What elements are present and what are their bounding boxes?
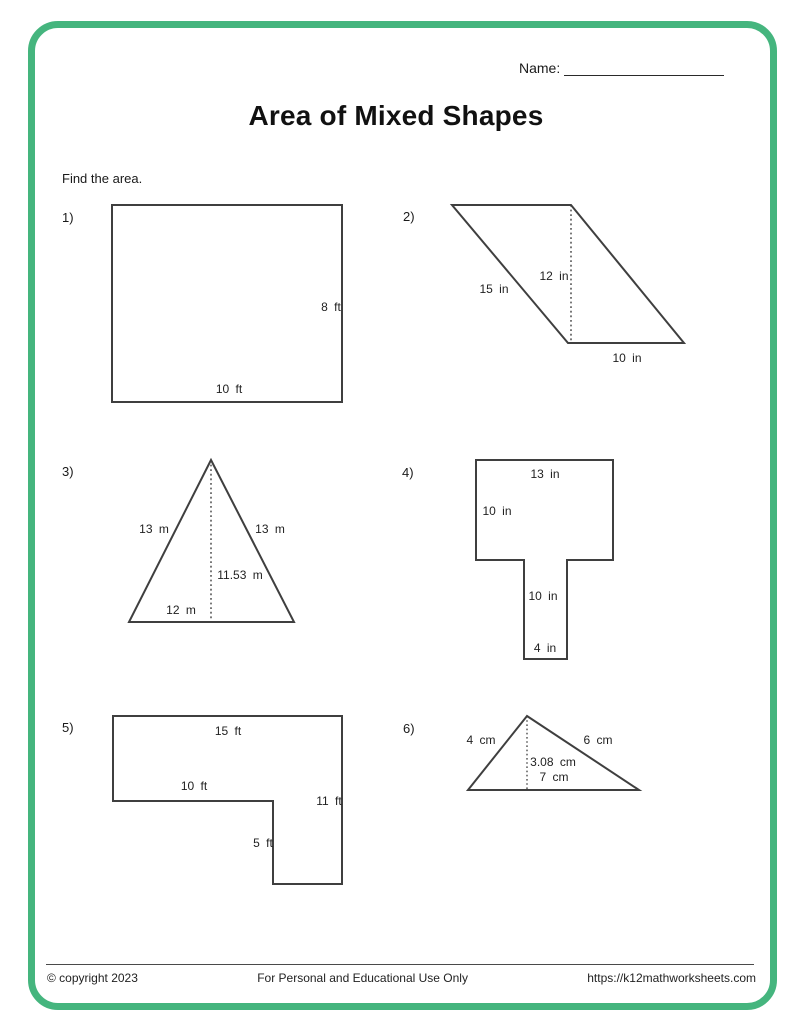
l-shape (111, 714, 346, 888)
dimension-label: 13 in (530, 467, 560, 481)
name-label: Name: (519, 60, 561, 76)
dimension-label: 7 cm (539, 770, 569, 784)
dimension-label: 13 m (255, 522, 285, 536)
name-blank-line (564, 60, 724, 76)
dimension-label: 10 ft (215, 382, 243, 396)
footer-usage-note: For Personal and Educational Use Only (257, 971, 468, 985)
dimension-label: 8 ft (321, 300, 341, 314)
dimension-label: 12 in (539, 269, 569, 283)
dimension-label: 3.08 cm (530, 755, 576, 769)
dimension-label: 10 ft (180, 779, 208, 793)
dimension-label: 10 in (482, 504, 512, 518)
dimension-label: 12 m (166, 603, 196, 617)
name-field (519, 60, 724, 76)
parallelogram-shape (450, 203, 688, 347)
rectangle-shape (110, 203, 344, 404)
problem-1-number: 1) (62, 210, 74, 225)
problem-2-number: 2) (403, 209, 415, 224)
problem-6-number: 6) (403, 721, 415, 736)
dimension-label: 11.53 m (217, 568, 263, 582)
footer-copyright: © copyright 2023 (47, 971, 138, 985)
problem-4-number: 4) (402, 465, 414, 480)
problem-5-number: 5) (62, 720, 74, 735)
page-title: Area of Mixed Shapes (248, 100, 544, 131)
problem-3-number: 3) (62, 464, 74, 479)
dimension-label: 10 in (528, 589, 558, 603)
dimension-label: 11 ft (316, 794, 342, 808)
footer-divider (46, 964, 754, 965)
dimension-label: 6 cm (583, 733, 613, 747)
dimension-label: 4 in (533, 641, 557, 655)
t-shape (474, 458, 617, 663)
footer-url: https://k12mathworksheets.com (587, 971, 756, 985)
dimension-label: 5 ft (253, 836, 273, 850)
dimension-label: 13 m (139, 522, 169, 536)
instruction-text: Find the area. (62, 171, 143, 186)
dimension-label: 10 in (612, 351, 642, 365)
dimension-label: 4 cm (466, 733, 496, 747)
footer (47, 971, 756, 985)
dimension-label: 15 in (479, 282, 509, 296)
dimension-label: 15 ft (214, 724, 242, 738)
isosceles-triangle-shape (127, 458, 297, 625)
